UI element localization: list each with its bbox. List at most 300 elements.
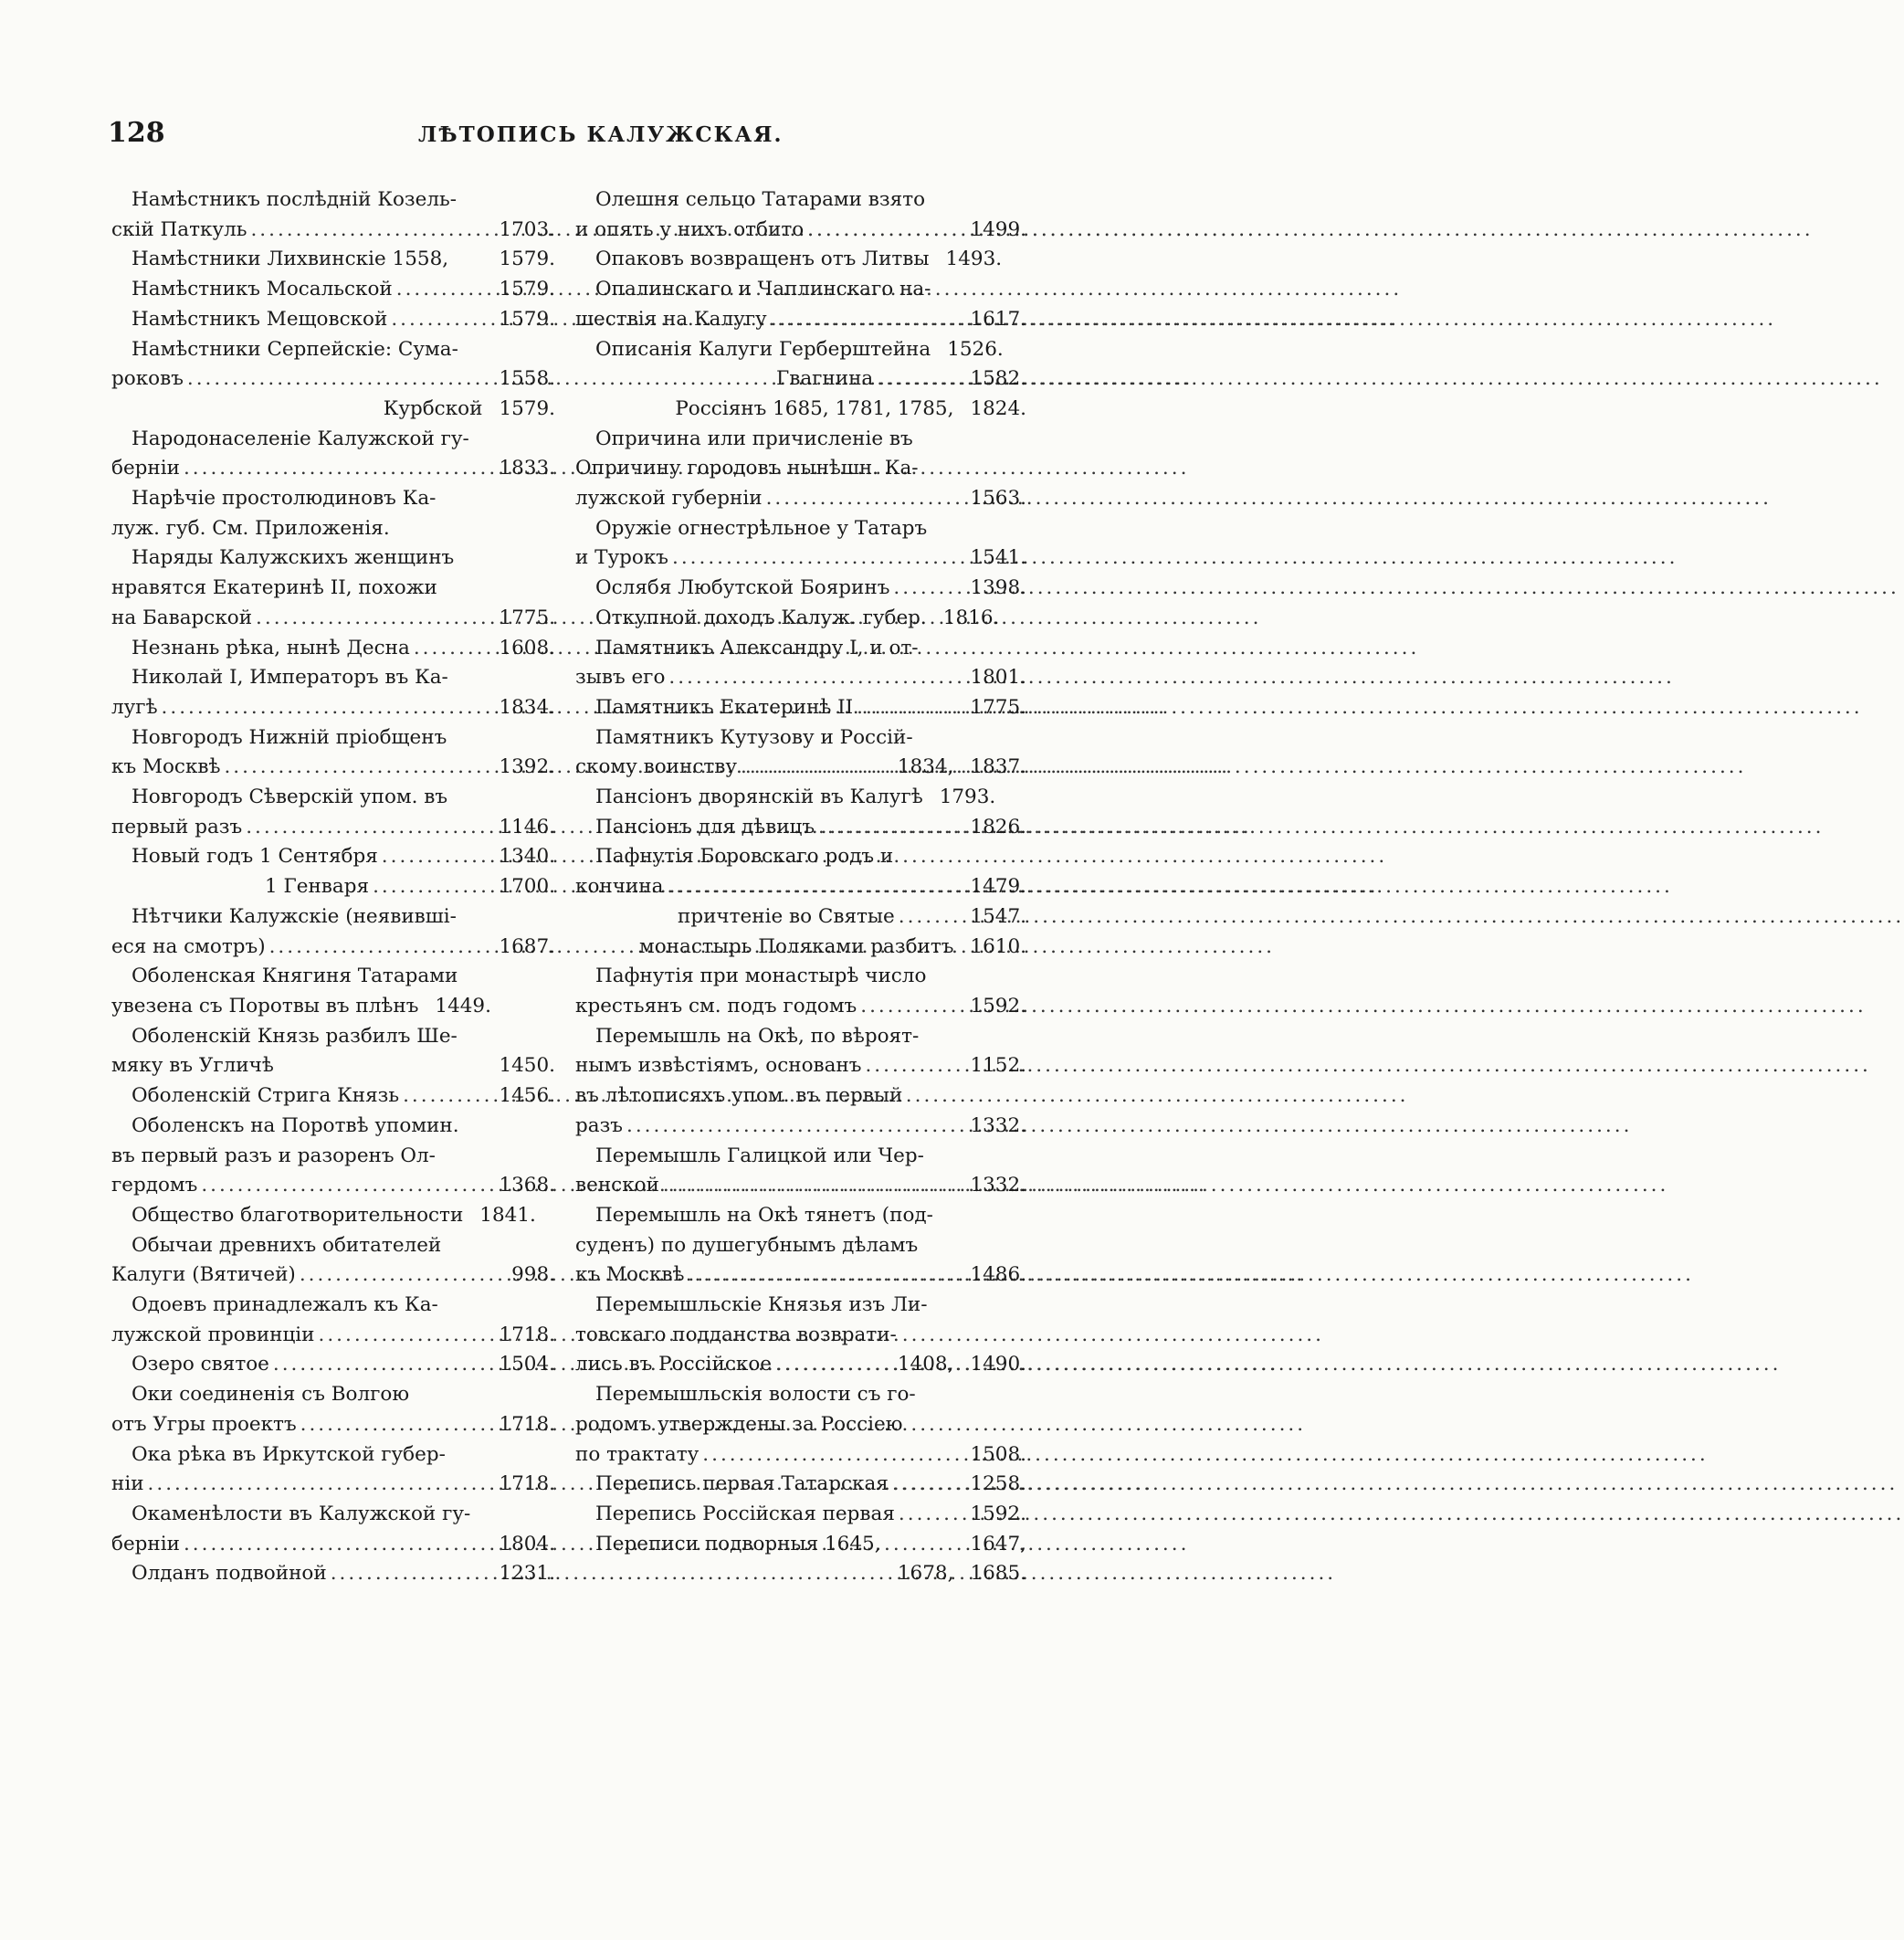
index-entry (111, 842, 555, 872)
entry-line (575, 1171, 1026, 1201)
entry-year: 1804. (499, 1532, 555, 1555)
entry-text: Памятникъ Александру I, и от- (595, 636, 919, 659)
leader-dots (860, 992, 966, 1022)
index-entry (111, 1081, 555, 1112)
entry-line (111, 663, 555, 693)
entry-year: 1547. (970, 904, 1026, 928)
index-entry (111, 1022, 555, 1081)
entry-year: 1775. (970, 695, 1026, 719)
entry-line (575, 604, 1026, 634)
leader-dots (224, 753, 495, 783)
entry-text: Обычаи древнихъ обитателей (131, 1233, 442, 1257)
entry-line (111, 1201, 555, 1231)
entry-line (111, 364, 555, 395)
entry-text: Наряды Калужскихъ женщинъ (131, 546, 455, 570)
entry-line (111, 395, 555, 425)
entry-year: 1834. (499, 695, 555, 719)
index-entry (575, 395, 1026, 425)
leader-dots (184, 1530, 495, 1560)
entry-line (575, 425, 1026, 455)
entry-text: отъ Угры проектъ (111, 1412, 297, 1436)
entry-text: берніи (111, 1532, 180, 1555)
entry-year: 1579. (499, 396, 555, 420)
entry-text: Николай I, Императоръ въ Ка- (131, 666, 448, 690)
leader-dots (818, 813, 966, 843)
entry-text: товскаго подданства возврати- (575, 1323, 897, 1346)
entry-text: Оболенская Княгиня Татарами (131, 965, 458, 988)
entry-year: 1231. (499, 1562, 555, 1586)
leader-dots (702, 1440, 966, 1471)
entry-text: Пансіонъ для дѣвицъ (595, 815, 815, 838)
leader-dots (857, 693, 966, 723)
leader-dots (373, 872, 495, 902)
leader-dots (899, 1500, 967, 1530)
entry-line (111, 813, 555, 843)
entry-line (575, 933, 1026, 963)
entry-line (575, 1112, 1026, 1142)
entry-line (111, 604, 555, 634)
entry-year: 1579. (499, 278, 555, 301)
entry-text: Озеро святое (131, 1353, 269, 1376)
leader-dots (331, 1559, 496, 1589)
leader-dots (319, 1321, 496, 1351)
entry-line (111, 454, 555, 484)
entry-line (575, 1410, 1026, 1440)
entry-year: 1493. (945, 248, 1003, 271)
entry-text: увезена съ Поротвы въ плѣнъ (111, 994, 419, 1017)
entry-year: 1837. (970, 755, 1026, 779)
index-entry (575, 933, 1026, 963)
entry-line (575, 1559, 1026, 1589)
entry-year: 1541. (970, 546, 1026, 570)
entry-text: Перепись первая Татарская (595, 1472, 889, 1496)
entry-text: Памятникъ Екатеринѣ II (595, 695, 854, 719)
entry-text: Опалинскаго и Чаплинскаго на- (595, 278, 931, 301)
entry-text: Новый годъ 1 Сентября (131, 845, 378, 869)
leader-dots (775, 1350, 894, 1380)
entry-line (575, 1142, 1026, 1172)
entry-text: суденъ) по душегубнымъ дѣламъ (575, 1233, 919, 1257)
entry-text: Нарѣчіе простолюдиновъ Ка- (131, 487, 437, 511)
entry-text: Намѣстники Серпейскіе: Сума- (131, 337, 458, 361)
index-entry (575, 693, 1026, 723)
entry-text: Перемышль на Окѣ тянетъ (под- (595, 1203, 933, 1227)
entry-text: Перемышль Галицкой или Чер- (595, 1144, 924, 1167)
index-entry (575, 783, 1026, 813)
entry-text: Нѣтчики Калужскіе (неявивші- (131, 904, 457, 928)
entry-text: первый разъ (111, 815, 243, 838)
entry-year: 1816. (942, 606, 1000, 629)
entry-line (575, 305, 1026, 335)
index-entry (575, 425, 1026, 514)
entry-year: 1504. (499, 1353, 555, 1376)
entry-line (111, 514, 555, 544)
entry-line (575, 663, 1026, 693)
entry-year: 1152. (970, 1054, 1026, 1078)
index-entry (575, 335, 1026, 365)
entry-line (575, 1260, 1026, 1291)
index-entry (575, 842, 1026, 901)
entry-text: Ока рѣка въ Иркутской губер- (131, 1442, 446, 1466)
entry-year: 1449. (435, 994, 491, 1017)
leader-dots (807, 216, 966, 246)
entry-year: 1332. (970, 1174, 1026, 1197)
leader-dots (771, 305, 967, 335)
entry-line (575, 872, 1026, 902)
entry-text: Калуги (Вятичей) (111, 1263, 296, 1287)
index-entry (575, 1559, 1026, 1589)
entry-text: Памятникъ Кутузову и Россій- (595, 725, 913, 749)
entry-text: Курбской (383, 396, 483, 420)
entry-year: 1801. (970, 666, 1026, 690)
entry-year: 1558. (499, 367, 555, 391)
entry-line (111, 1380, 555, 1410)
entry-year: 1718. (499, 1412, 555, 1436)
entry-line (111, 335, 555, 365)
entry-year: 1610. (970, 934, 1026, 958)
entry-year: 1775. (499, 606, 555, 629)
entry-year: 1582. (970, 367, 1026, 391)
entry-line (111, 245, 555, 275)
index-column-right (575, 185, 1026, 1589)
entry-text: Новгородъ Нижній пріобщенъ (131, 725, 447, 749)
index-column-left (111, 185, 555, 1589)
leader-dots (300, 1410, 496, 1440)
entry-line (111, 1530, 555, 1560)
entry-text: луж. губ. См. Приложенія. (111, 516, 390, 540)
entry-text: 1678, (897, 1562, 954, 1586)
entry-text: лужской провинціи (111, 1323, 315, 1346)
entry-year: 1499. (970, 217, 1026, 241)
leader-dots (300, 1260, 508, 1291)
entry-year: 1793. (939, 785, 996, 809)
leader-dots (184, 454, 495, 484)
entry-text: венской (575, 1174, 659, 1197)
entry-line (111, 634, 555, 664)
entry-text: Намѣстникъ послѣдній Козель- (131, 188, 458, 211)
entry-line (575, 783, 1026, 813)
entry-year: 1647, (970, 1532, 1026, 1555)
entry-line (111, 1291, 555, 1321)
entry-text: родомъ утверждены за Россіею (575, 1412, 903, 1436)
entry-year: 1718. (499, 1472, 555, 1496)
entry-line (111, 185, 555, 216)
entry-text: Перемышльскія волости съ го- (595, 1383, 916, 1407)
entry-line (575, 543, 1026, 574)
entry-text: и Турокъ (575, 546, 668, 570)
entry-line (575, 514, 1026, 544)
entry-line (575, 185, 1026, 216)
entry-line (575, 1350, 1026, 1380)
entry-line (575, 454, 1026, 484)
index-entry (575, 1081, 1026, 1141)
entry-text: мяку въ Угличѣ (111, 1054, 274, 1078)
leader-dots (201, 1171, 495, 1201)
entry-year: 1617. (970, 307, 1026, 331)
leader-dots (269, 933, 496, 963)
index-entry (575, 1022, 1026, 1081)
index-entry (111, 1350, 555, 1380)
entry-line (575, 335, 1026, 365)
entry-line (575, 1500, 1026, 1530)
leader-dots (382, 842, 496, 872)
entry-text: Описанія Калуги Герберштейна (595, 337, 931, 361)
entry-line (111, 275, 555, 305)
entry-text: Олешня сельцо Татарами взято (595, 188, 926, 211)
leader-dots (273, 1350, 496, 1380)
index-entry (111, 962, 555, 1021)
index-entry (575, 574, 1026, 604)
entry-line (111, 753, 555, 783)
entry-year: 1486. (970, 1263, 1026, 1287)
index-entry (575, 1291, 1026, 1380)
index-entry (111, 723, 555, 783)
index-entry (111, 1112, 555, 1201)
entry-year: 1398. (970, 576, 1026, 600)
entry-text: причтеніе во Святые (678, 904, 895, 928)
leader-dots (766, 484, 967, 514)
entry-year: 1408, (897, 1353, 954, 1376)
index-entry (575, 1201, 1026, 1291)
leader-dots (741, 753, 894, 783)
index-entry (575, 275, 1026, 334)
entry-text: Опаковъ возвращенъ отъ Литвы (595, 248, 930, 271)
entry-line (111, 933, 555, 963)
entry-text: зывъ его (575, 666, 666, 690)
entry-line (575, 1231, 1026, 1261)
entry-text: Переписи подворныя 1645, (595, 1532, 881, 1555)
entry-line (111, 1112, 555, 1142)
entry-text: Окаменѣлости въ Калужской гу- (131, 1502, 471, 1525)
entry-line (111, 962, 555, 992)
entry-year: 1563. (970, 487, 1026, 511)
entry-line (575, 484, 1026, 514)
entry-line (111, 1350, 555, 1380)
leader-dots (893, 574, 966, 604)
entry-year: 1258. (970, 1472, 1026, 1496)
entry-year: 1833. (499, 457, 555, 480)
entry-text: Оболенскъ на Поротвѣ упомин. (131, 1113, 459, 1137)
index-entry (575, 1530, 1026, 1560)
entry-line (575, 842, 1026, 872)
entry-year: 1456. (499, 1084, 555, 1108)
index-entry (111, 1201, 555, 1231)
leader-dots (187, 364, 496, 395)
entry-text: Народонаселеніе Калужской гу- (131, 427, 469, 450)
index-entry (575, 723, 1026, 783)
entry-year: 1826. (970, 815, 1026, 838)
entry-text: кончина (575, 875, 664, 899)
entry-year: 1685. (970, 1562, 1026, 1586)
entry-year: 1700. (499, 875, 555, 899)
leader-dots (162, 693, 496, 723)
entry-text: Намѣстникъ Мещовской (131, 307, 388, 331)
entry-text: Оболенскій Стрига Князь (131, 1084, 400, 1108)
running-head: ЛѢТОПИСЬ КАЛУЖСКАЯ. (418, 122, 784, 147)
entry-text: лись въ Россійское (575, 1353, 773, 1376)
index-entry (111, 1291, 555, 1350)
entry-text: и опять у нихъ отбито (575, 217, 805, 241)
entry-text: Перепись Россійская первая (595, 1502, 895, 1525)
entry-year: 1450. (499, 1054, 555, 1078)
entry-text: роковъ (111, 367, 184, 391)
entry-line (111, 1081, 555, 1112)
index-entry (575, 813, 1026, 843)
leader-dots (672, 543, 966, 574)
entry-line (111, 872, 555, 902)
leader-dots (250, 216, 495, 246)
index-entry (111, 1380, 555, 1439)
entry-line (111, 484, 555, 514)
entry-line (575, 813, 1026, 843)
leader-dots (663, 1171, 967, 1201)
entry-line (111, 1171, 555, 1201)
entry-text: 1 Генваря (265, 875, 370, 899)
entry-line (575, 902, 1026, 933)
entry-text: Россіянъ 1685, 1781, 1785, (675, 396, 954, 420)
entry-line (575, 395, 1026, 425)
entry-text: нымъ извѣстіямъ, основанъ (575, 1054, 862, 1078)
entry-text: разъ (575, 1113, 623, 1137)
entry-text: Одоевъ принадлежалъ къ Ка- (131, 1293, 438, 1317)
entry-line (575, 992, 1026, 1022)
entry-line (111, 902, 555, 933)
index-entry (575, 634, 1026, 693)
entry-year: 1703. (499, 217, 555, 241)
index-entry (575, 604, 1026, 634)
entry-line (575, 275, 1026, 305)
entry-year: 1687. (499, 934, 555, 958)
entry-text: Оки соединенія съ Волгою (131, 1383, 410, 1407)
index-entry (575, 245, 1026, 275)
entry-text: Олданъ подвойной (131, 1562, 327, 1586)
leader-dots (892, 1470, 967, 1500)
entry-line (111, 1559, 555, 1589)
entry-text: монастырь Поляками разбитъ (639, 934, 954, 958)
entry-text: Общество благотворительности (131, 1203, 464, 1227)
entry-year: 998. (511, 1263, 555, 1287)
entry-text: лужской губерніи (575, 487, 763, 511)
index-entry (575, 1142, 1026, 1201)
entry-line (575, 1440, 1026, 1471)
entry-year: 1479. (970, 875, 1026, 899)
index-entry (111, 275, 555, 305)
entry-line (575, 753, 1026, 783)
entry-text: къ Москвѣ (111, 755, 221, 779)
entry-year: 1526. (947, 337, 1004, 361)
entry-line (111, 425, 555, 455)
index-entry (111, 872, 555, 902)
entry-line (111, 1470, 555, 1500)
entry-line (111, 1410, 555, 1440)
entry-line (575, 364, 1026, 395)
entry-text: нравятся Екатеринѣ II, похожи (111, 576, 437, 600)
entry-text: гердомъ (111, 1174, 198, 1197)
leader-dots (668, 663, 966, 693)
index-entry (575, 364, 1026, 395)
leader-dots (688, 1260, 966, 1291)
entry-line (111, 1260, 555, 1291)
entry-line (111, 723, 555, 754)
index-entry (111, 1440, 555, 1500)
entry-line (111, 1440, 555, 1471)
entry-year: 1490. (970, 1353, 1026, 1376)
entry-year: 1592. (970, 1502, 1026, 1525)
entry-year: 1592. (970, 994, 1026, 1017)
entry-line (111, 783, 555, 813)
entry-line (575, 245, 1026, 275)
leader-dots (667, 872, 966, 902)
entry-text: ніи (111, 1472, 144, 1496)
entry-line (575, 634, 1026, 664)
entry-text: берніи (111, 457, 180, 480)
entry-year: 1340. (499, 845, 555, 869)
entry-year: 1332. (970, 1113, 1026, 1137)
entry-text: шествія на Калугу (575, 307, 767, 331)
entry-year: 1146. (499, 815, 555, 838)
entry-year: 1834, (897, 755, 954, 779)
entry-line (111, 543, 555, 574)
entry-year: 1579. (499, 307, 555, 331)
entry-line (111, 1321, 555, 1351)
leader-dots (899, 902, 967, 933)
entry-text: Перемышль на Окѣ, по вѣроят- (595, 1024, 920, 1048)
page-number: 128 (108, 117, 165, 149)
entry-line (111, 216, 555, 246)
entry-text: Оболенскій Князь разбилъ Ше- (131, 1024, 458, 1048)
entry-line (575, 962, 1026, 992)
index-entry (111, 543, 555, 633)
entry-text: Перемышльскіе Князья изъ Ли- (595, 1293, 928, 1317)
entry-line (111, 1500, 555, 1530)
entry-line (575, 1530, 1026, 1560)
index-entry (575, 1380, 1026, 1470)
index-entry (111, 663, 555, 722)
entry-text: скій Паткуль (111, 217, 247, 241)
index-entry (111, 634, 555, 664)
entry-text: Намѣстники Лихвинскіе 1558, (131, 248, 449, 271)
entry-text: Ослябя Любутской Бояринъ (595, 576, 890, 600)
entry-line (575, 1291, 1026, 1321)
entry-year: 1368. (499, 1174, 555, 1197)
entry-line (575, 1081, 1026, 1112)
leader-dots (414, 634, 496, 664)
entry-text: еся на смотръ) (111, 934, 266, 958)
entry-text: Новгородъ Сѣверскій упом. въ (131, 785, 448, 809)
entry-line (111, 693, 555, 723)
index-entry (575, 185, 1026, 245)
entry-line (575, 216, 1026, 246)
entry-text: въ первый разъ и разоренъ Ол- (111, 1144, 436, 1167)
entry-text: на Баварской (111, 606, 253, 629)
entry-line (575, 1321, 1026, 1351)
index-entry (111, 305, 555, 335)
entry-line (575, 1470, 1026, 1500)
entry-text: Гвагнина (776, 367, 874, 391)
leader-dots (865, 1051, 966, 1081)
entry-line (575, 1051, 1026, 1081)
entry-year: 1508. (970, 1442, 1026, 1466)
entry-text: въ лѣтописяхъ упом. въ первый (575, 1084, 903, 1108)
leader-dots (256, 604, 495, 634)
entry-text: Незнань рѣка, нынѣ Десна (131, 636, 410, 659)
index-entry (111, 1559, 555, 1589)
entry-line (575, 1380, 1026, 1410)
entry-text: къ Москвѣ (575, 1263, 685, 1287)
index-entry (111, 783, 555, 842)
entry-line (111, 1022, 555, 1052)
entry-line (111, 992, 555, 1022)
